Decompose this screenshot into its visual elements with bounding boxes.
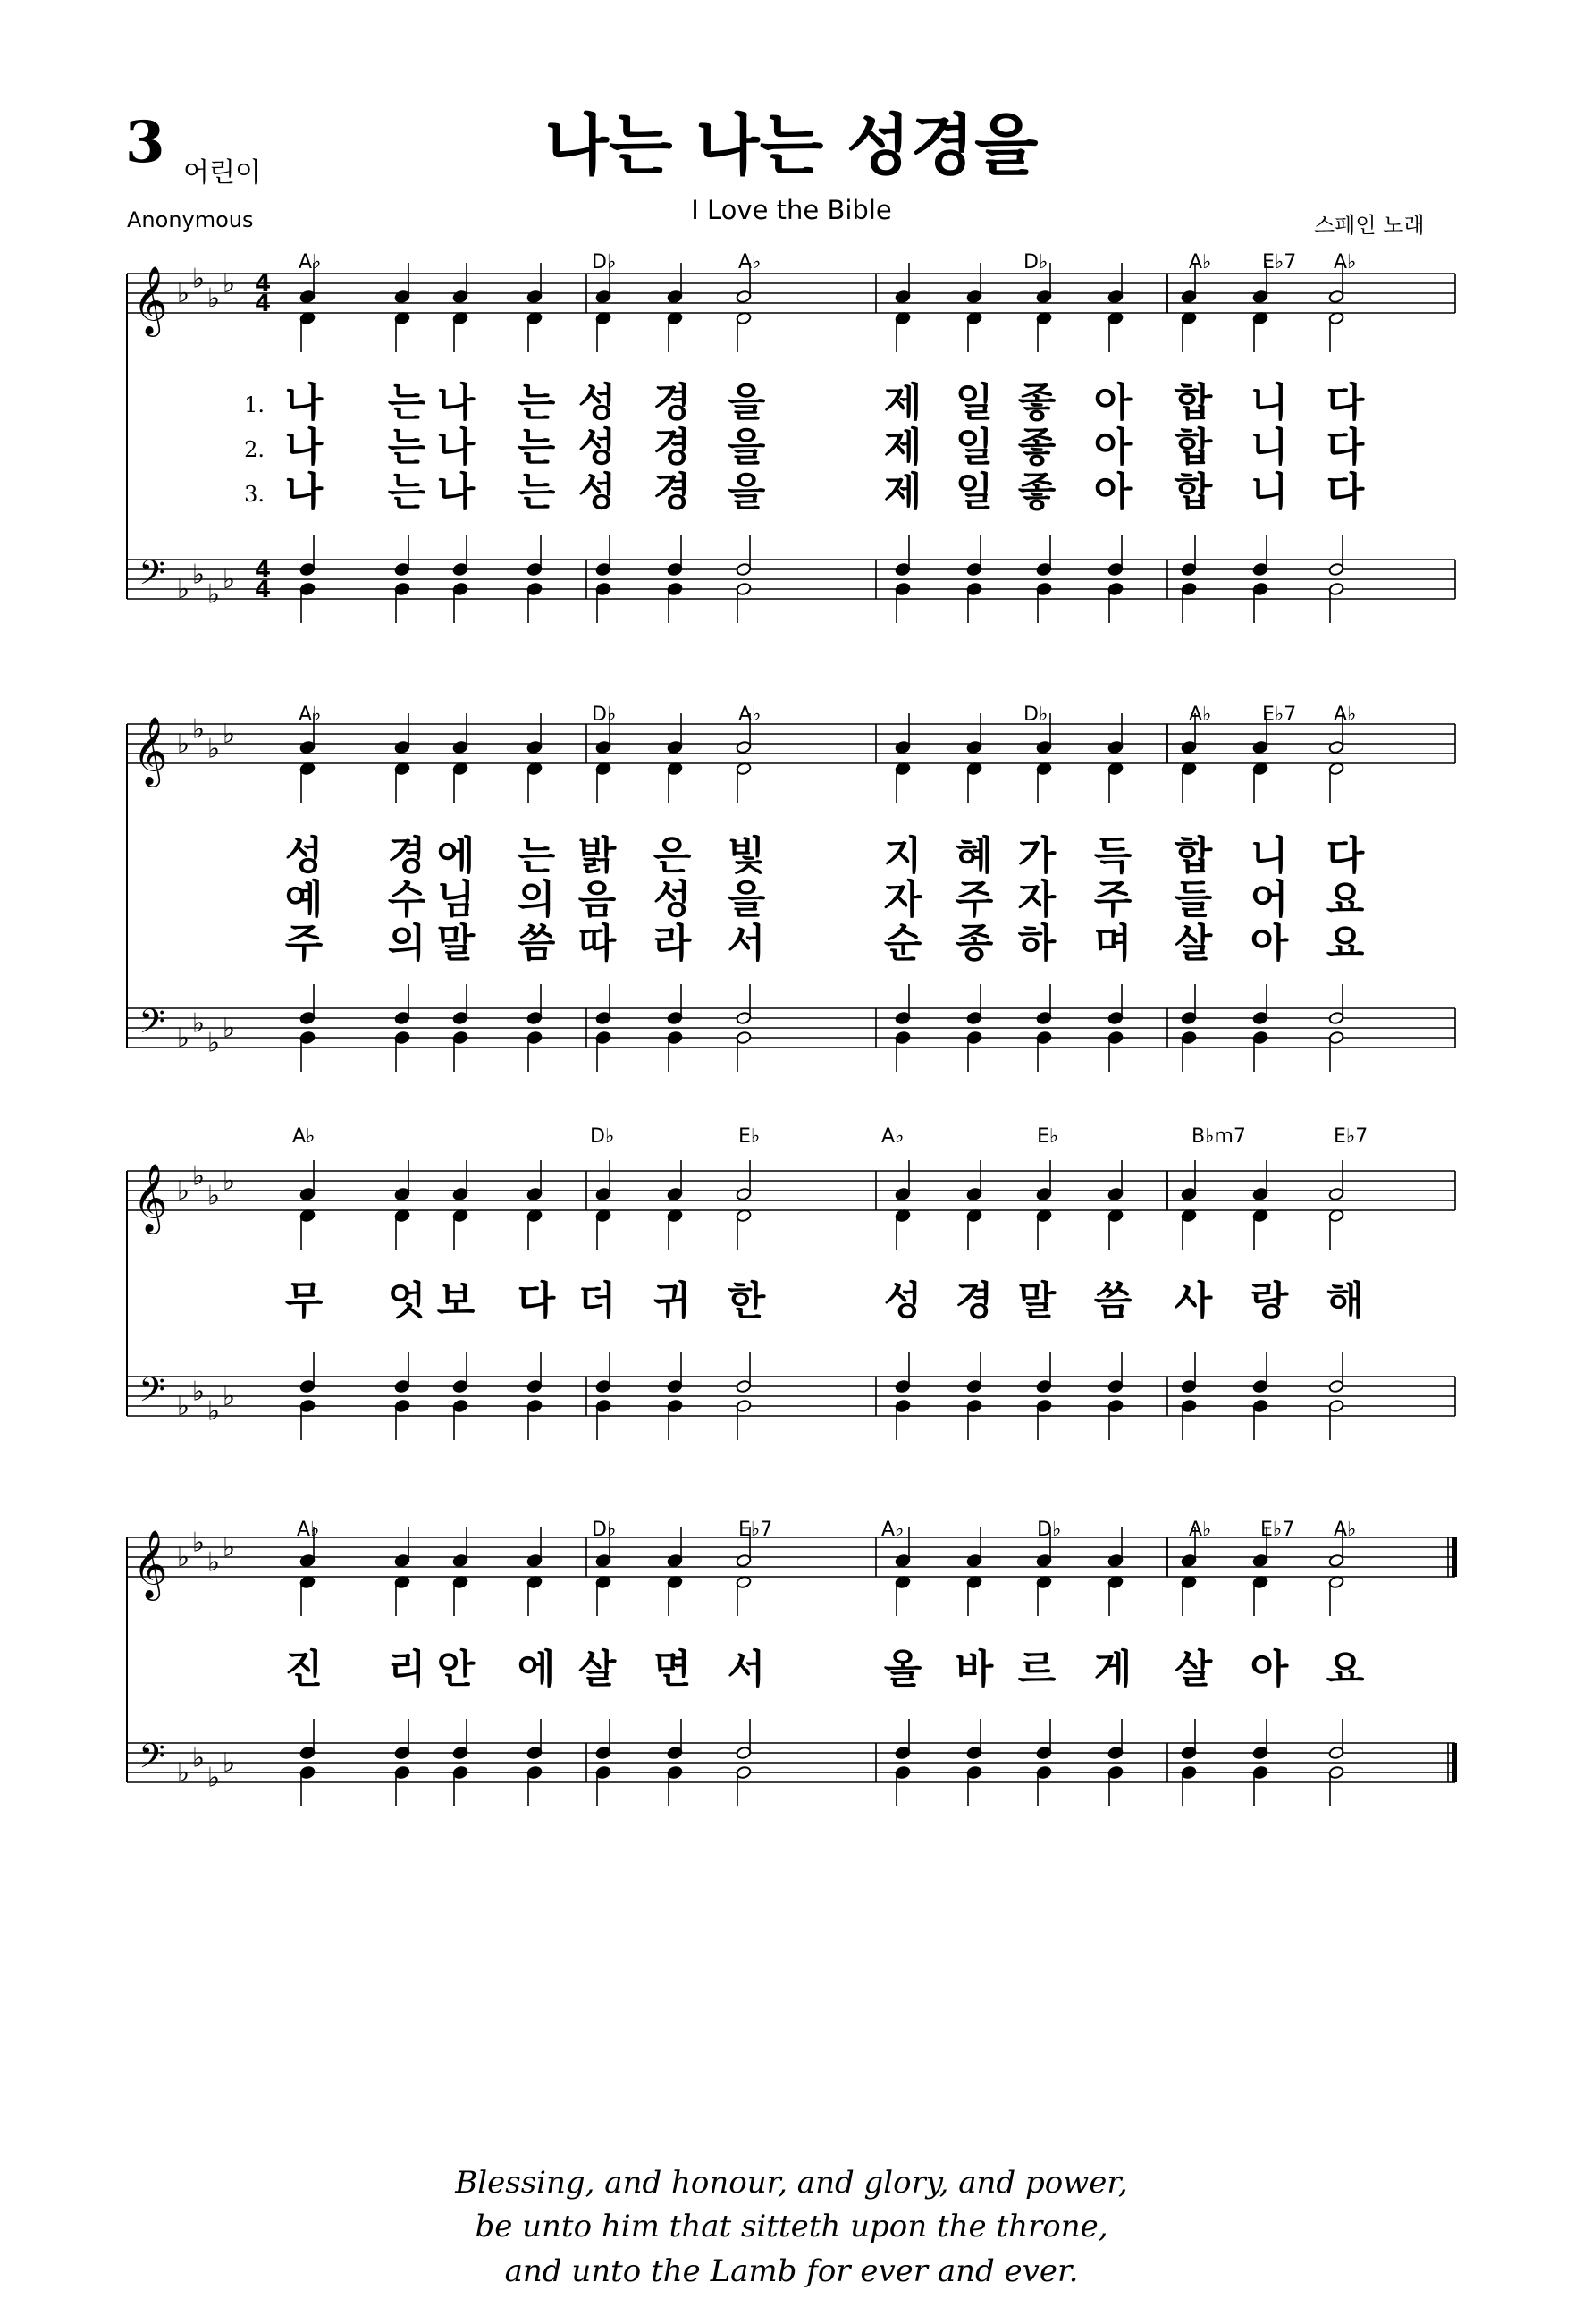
lyric-syllable: 아 [1093, 380, 1133, 425]
lyric-syllable: 르 [1017, 1646, 1057, 1692]
flat-sign-icon: ♭ [222, 1747, 236, 1779]
lyric-syllable: 합 [1174, 425, 1213, 470]
lyric-syllable: 따 [577, 921, 617, 966]
time-signature-top: 4 [254, 557, 272, 584]
lyric-syllable: 합 [1174, 833, 1213, 879]
lyric-syllable: 해 [1326, 1278, 1365, 1324]
hymn-number: 3 [125, 109, 165, 176]
lyric-syllable: 에 [436, 833, 476, 879]
lyric-syllable: 니 [1250, 425, 1289, 470]
lyric-syllable: 성 [577, 380, 617, 425]
chord-symbol: D♭ [1037, 1519, 1062, 1541]
lyric-syllable: 성 [577, 425, 617, 470]
flat-sign-icon: ♭ [191, 559, 206, 591]
lyric-syllable: 니 [1250, 833, 1289, 879]
lyric-syllable: 음 [577, 877, 617, 922]
lyric-syllable: 올 [883, 1646, 922, 1692]
lyric-syllable: 다 [1326, 469, 1365, 515]
lyric-syllable: 들 [1174, 877, 1213, 922]
music-system [127, 1519, 1457, 1806]
chord-symbol: D♭ [1023, 251, 1048, 274]
lyric-syllable: 바 [955, 1646, 994, 1692]
flat-sign-icon: ♭ [206, 1180, 221, 1212]
lyric-syllable: 득 [1093, 833, 1133, 879]
lyric-syllable: 수 [387, 877, 426, 922]
lyric-syllable: 씀 [517, 921, 556, 966]
lyric-syllable: 밝 [577, 833, 617, 879]
lyric-syllable: 자 [1017, 877, 1057, 922]
time-signature-bottom: 4 [254, 290, 272, 317]
flat-sign-icon: ♭ [191, 1007, 206, 1040]
chord-symbol: E♭7 [1334, 1125, 1368, 1148]
lyric-syllable: 성 [883, 1278, 922, 1324]
lyric-syllable: 는 [517, 380, 556, 425]
lyric-syllable: 아 [1250, 921, 1289, 966]
lyric-syllable: 다 [1326, 833, 1365, 879]
lyric-syllable: 게 [1093, 1646, 1133, 1692]
lyric-syllable: 아 [1093, 469, 1133, 515]
lyric-syllable: 은 [653, 833, 692, 879]
lyric-syllable: 지 [883, 833, 922, 879]
treble-clef-icon: 𝄞 [132, 265, 168, 334]
lyric-syllable: 는 [517, 833, 556, 879]
music-system [127, 251, 1455, 623]
flat-sign-icon: ♭ [206, 1546, 221, 1579]
bass-clef-icon: 𝄢 [139, 1369, 165, 1418]
chord-symbol: A♭ [738, 251, 762, 274]
lyric-syllable: 는 [387, 380, 426, 425]
lyric-syllable: 하 [1017, 921, 1057, 966]
lyric-syllable: 더 [577, 1278, 617, 1324]
chord-symbol: D♭ [592, 1519, 617, 1541]
lyric-syllable: 씀 [1093, 1278, 1133, 1324]
flat-sign-icon: ♭ [176, 278, 190, 309]
flat-sign-icon: ♭ [206, 1395, 221, 1427]
lyric-syllable: 제 [883, 425, 922, 470]
lyric-syllable: 자 [883, 877, 922, 922]
lyric-syllable: 서 [727, 1646, 766, 1692]
lyric-syllable: 나 [284, 425, 324, 470]
lyric-syllable: 좋 [1017, 425, 1057, 470]
flat-sign-icon: ♭ [222, 1532, 236, 1563]
lyric-syllable: 나 [284, 380, 324, 425]
treble-clef-icon: 𝄞 [132, 716, 168, 785]
flat-sign-icon: ♭ [191, 263, 206, 295]
chord-symbol: E♭7 [1262, 251, 1297, 274]
lyric-syllable: 니 [1250, 469, 1289, 515]
lyric-syllable: 제 [883, 380, 922, 425]
lyric-syllable: 일 [955, 469, 994, 515]
lyric-syllable: 좋 [1017, 469, 1057, 515]
chord-symbol: A♭ [1189, 1519, 1212, 1541]
lyric-syllable: 성 [653, 877, 692, 922]
lyric-syllable: 나 [436, 425, 476, 470]
lyric-syllable: 예 [284, 877, 324, 922]
lyric-syllable: 성 [577, 469, 617, 515]
flat-sign-icon: ♭ [176, 574, 190, 605]
chord-symbol: E♭7 [738, 1519, 773, 1541]
lyric-syllable: 아 [1250, 1646, 1289, 1692]
flat-sign-icon: ♭ [191, 713, 206, 745]
lyric-syllable: 일 [955, 380, 994, 425]
chord-symbol: E♭7 [1262, 703, 1297, 726]
bass-clef-icon: 𝄢 [139, 1001, 165, 1049]
time-signature-bottom: 4 [254, 577, 272, 603]
flat-sign-icon: ♭ [191, 1527, 206, 1559]
lyric-syllable: 며 [1093, 921, 1133, 966]
verse-line: Blessing, and honour, and glory, and power, [455, 2165, 1128, 2201]
flat-sign-icon: ♭ [222, 1381, 236, 1412]
lyric-syllable: 는 [517, 425, 556, 470]
lyric-syllable: 랑 [1250, 1278, 1289, 1324]
lyric-syllable: 는 [387, 469, 426, 515]
flat-sign-icon: ♭ [176, 1175, 190, 1207]
flat-sign-icon: ♭ [222, 564, 236, 595]
lyric-syllable: 살 [1174, 921, 1213, 966]
lyric-syllable: 리 [387, 1646, 426, 1692]
chord-symbol: A♭ [881, 1519, 905, 1541]
flat-sign-icon: ♭ [176, 1023, 190, 1054]
lyric-syllable: 주 [284, 921, 324, 966]
bass-clef-icon: 𝄢 [139, 1736, 165, 1784]
lyric-syllable: 주 [955, 877, 994, 922]
lyric-syllable: 종 [955, 921, 994, 966]
flat-sign-icon: ♭ [176, 728, 190, 760]
lyric-syllable: 진 [284, 1646, 324, 1692]
verse-number: 1. [244, 392, 265, 417]
verse-number: 3. [244, 482, 265, 507]
music-system [127, 1125, 1455, 1440]
lyric-syllable: 다 [1326, 380, 1365, 425]
flat-sign-icon: ♭ [206, 282, 221, 315]
lyric-syllable: 을 [727, 877, 766, 922]
lyric-syllable: 경 [653, 469, 692, 515]
lyric-syllable: 제 [883, 469, 922, 515]
flat-sign-icon: ♭ [206, 733, 221, 765]
flat-sign-icon: ♭ [191, 1742, 206, 1774]
lyric-syllable: 말 [1017, 1278, 1057, 1324]
lyric-syllable: 는 [517, 469, 556, 515]
flat-sign-icon: ♭ [222, 1166, 236, 1197]
lyric-syllable: 순 [883, 921, 922, 966]
lyric-syllable: 일 [955, 425, 994, 470]
lyric-syllable: 살 [577, 1646, 617, 1692]
lyric-syllable: 경 [955, 1278, 994, 1324]
lyric-syllable: 의 [387, 921, 426, 966]
lyric-syllable: 나 [284, 469, 324, 515]
song-title-english: I Love the Bible [691, 195, 892, 225]
verse-line: and unto the Lamb for ever and ever. [504, 2252, 1079, 2289]
flat-sign-icon: ♭ [222, 268, 236, 299]
chord-symbol: A♭ [1189, 251, 1212, 274]
chord-symbol: A♭ [738, 703, 762, 726]
chord-symbol: D♭ [592, 703, 617, 726]
chord-symbol: A♭ [299, 251, 322, 274]
flat-sign-icon: ♭ [191, 1160, 206, 1192]
lyric-syllable: 요 [1326, 877, 1365, 922]
lyric-syllable: 아 [1093, 425, 1133, 470]
lyric-syllable: 경 [387, 833, 426, 879]
lyric-syllable: 합 [1174, 380, 1213, 425]
chord-symbol: A♭ [299, 703, 322, 726]
chord-symbol: E♭7 [1260, 1519, 1295, 1541]
chord-symbol: A♭ [1189, 703, 1212, 726]
chord-symbol: A♭ [881, 1125, 905, 1148]
lyric-syllable: 니 [1250, 380, 1289, 425]
lyric-syllable: 면 [653, 1646, 692, 1692]
chord-symbol: A♭ [297, 1519, 320, 1541]
lyric-syllable: 을 [727, 469, 766, 515]
lyric-syllable: 나 [436, 469, 476, 515]
flat-sign-icon: ♭ [206, 1027, 221, 1059]
hymn-category: 어린이 [183, 157, 261, 189]
chord-symbol: E♭ [1037, 1125, 1059, 1148]
flat-sign-icon: ♭ [176, 1542, 190, 1573]
flat-sign-icon: ♭ [222, 1013, 236, 1044]
treble-clef-icon: 𝄞 [132, 1529, 168, 1598]
lyric-syllable: 사 [1174, 1278, 1213, 1324]
lyric-syllable: 말 [436, 921, 476, 966]
chord-symbol: B♭m7 [1191, 1125, 1246, 1148]
chord-symbol: A♭ [292, 1125, 316, 1148]
chord-symbol: A♭ [1334, 251, 1357, 274]
lyric-syllable: 성 [284, 833, 324, 879]
lyric-syllable: 서 [727, 921, 766, 966]
lyric-syllable: 의 [517, 877, 556, 922]
chord-symbol: A♭ [1334, 703, 1357, 726]
lyric-syllable: 님 [436, 877, 476, 922]
chord-symbol: A♭ [1334, 1519, 1357, 1541]
lyric-syllable: 에 [517, 1646, 556, 1692]
lyric-syllable: 살 [1174, 1646, 1213, 1692]
lyric-syllable: 나 [436, 380, 476, 425]
lyric-syllable: 을 [727, 380, 766, 425]
lyric-syllable: 는 [387, 425, 426, 470]
lyric-syllable: 귀 [653, 1278, 692, 1324]
treble-clef-icon: 𝄞 [132, 1163, 168, 1232]
song-origin: 스페인 노래 [1314, 213, 1425, 238]
lyric-syllable: 한 [727, 1278, 766, 1324]
chord-symbol: D♭ [592, 251, 617, 274]
song-author: Anonymous [127, 207, 254, 232]
flat-sign-icon: ♭ [176, 1757, 190, 1789]
lyric-syllable: 무 [284, 1278, 324, 1324]
lyric-syllable: 경 [653, 425, 692, 470]
song-title-korean: 나는 나는 성경을 [544, 107, 1039, 184]
chord-symbol: E♭ [738, 1125, 761, 1148]
flat-sign-icon: ♭ [176, 1391, 190, 1422]
lyric-syllable: 좋 [1017, 380, 1057, 425]
lyric-syllable: 경 [653, 380, 692, 425]
flat-sign-icon: ♭ [222, 719, 236, 750]
verse-number: 2. [244, 437, 265, 462]
flat-sign-icon: ♭ [206, 578, 221, 610]
chord-symbol: D♭ [1023, 703, 1048, 726]
lyric-syllable: 요 [1326, 921, 1365, 966]
chord-symbol: D♭ [590, 1125, 615, 1148]
lyric-syllable: 합 [1174, 469, 1213, 515]
lyric-syllable: 엇 [387, 1278, 426, 1324]
lyric-syllable: 요 [1326, 1646, 1365, 1692]
flat-sign-icon: ♭ [206, 1762, 221, 1794]
scripture-verse [0, 2161, 1583, 2294]
final-barline [1452, 1743, 1457, 1782]
lyric-syllable: 가 [1017, 833, 1057, 879]
flat-sign-icon: ♭ [191, 1376, 206, 1408]
lyric-syllable: 안 [436, 1646, 476, 1692]
final-barline [1452, 1537, 1457, 1577]
bass-clef-icon: 𝄢 [139, 552, 165, 601]
lyric-syllable: 을 [727, 425, 766, 470]
lyric-syllable: 라 [653, 921, 692, 966]
time-signature-top: 4 [254, 271, 272, 298]
lyric-syllable: 다 [517, 1278, 556, 1324]
lyric-syllable: 혜 [955, 833, 994, 879]
lyric-syllable: 어 [1250, 877, 1289, 922]
lyric-syllable: 빛 [727, 833, 766, 879]
lyric-syllable: 주 [1093, 877, 1133, 922]
music-system [127, 703, 1455, 1072]
verse-line: be unto him that sitteth upon the throne, [475, 2209, 1108, 2245]
lyric-syllable: 다 [1326, 425, 1365, 470]
lyric-syllable: 보 [436, 1278, 476, 1324]
